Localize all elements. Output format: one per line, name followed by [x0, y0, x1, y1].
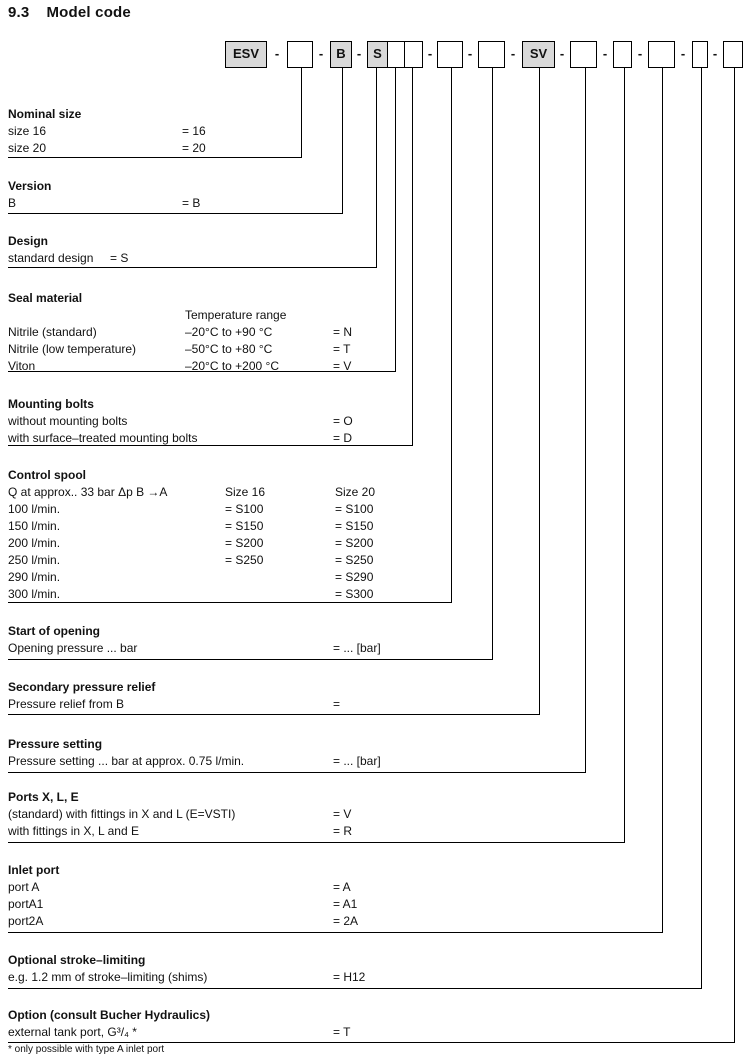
- section-ports-xle: [8, 789, 740, 840]
- section-nominal-size: [8, 106, 740, 157]
- option-row: [8, 552, 740, 569]
- option-row: [8, 913, 740, 930]
- row-code: = A: [333, 880, 351, 894]
- row-label: 150 l/min.: [8, 519, 61, 533]
- row-label: (standard) with fittings in X and L (E=VSTI): [8, 807, 236, 821]
- code-box-ports-xle: [613, 41, 632, 68]
- row-code-size20: = S150: [335, 519, 374, 533]
- column-header-size16: Size 16: [225, 485, 266, 499]
- section-mounting-bolts: [8, 396, 740, 447]
- row-code: = B: [182, 196, 201, 210]
- row-code-size16: = S250: [225, 553, 264, 567]
- row-label: without mounting bolts: [8, 414, 128, 428]
- row-code: = ... [bar]: [333, 754, 381, 768]
- dash-separator: -: [602, 46, 608, 61]
- row-code: =: [333, 697, 341, 711]
- row-label: Pressure relief from B: [8, 697, 125, 711]
- footnote: * only possible with type A inlet port: [8, 1044, 165, 1055]
- option-row: [8, 413, 740, 430]
- row-code: = ... [bar]: [333, 641, 381, 655]
- option-row: [8, 896, 740, 913]
- section-title: Inlet port: [8, 863, 60, 877]
- option-row: [8, 535, 740, 552]
- section-title: Ports X, L, E: [8, 790, 79, 804]
- row-label: Opening pressure ... bar: [8, 641, 138, 655]
- option-row: [8, 823, 740, 840]
- row-code: = 20: [182, 141, 206, 155]
- code-box-prefix-esv: ESV: [225, 41, 267, 68]
- row-code: = T: [333, 342, 351, 356]
- section-title: Optional stroke–limiting: [8, 953, 146, 967]
- row-label: 200 l/min.: [8, 536, 61, 550]
- option-row: [8, 806, 740, 823]
- page-title: [8, 4, 131, 21]
- row-label: 290 l/min.: [8, 570, 61, 584]
- code-box-mounting-bolts: [404, 41, 423, 68]
- dash-separator: -: [427, 46, 433, 61]
- row-code-size16: = S200: [225, 536, 264, 550]
- section-seal-material: [8, 290, 740, 375]
- section-title: Nominal size: [8, 107, 82, 121]
- row-label: portA1: [8, 897, 44, 911]
- row-code: = A1: [333, 897, 358, 911]
- code-box-option: [723, 41, 743, 68]
- dash-separator: -: [356, 46, 362, 61]
- section-design: [8, 233, 740, 267]
- option-row: [8, 324, 740, 341]
- dash-separator: -: [559, 46, 565, 61]
- column-header-row: [8, 307, 740, 324]
- option-row: [8, 430, 740, 447]
- option-row: [8, 879, 740, 896]
- section-start-of-opening: [8, 623, 740, 657]
- section-title: Design: [8, 234, 49, 248]
- option-row: [8, 969, 740, 986]
- section-secondary-pressure-relief: [8, 679, 740, 713]
- row-code-size16: = S100: [225, 502, 264, 516]
- section-stroke-limiting: [8, 952, 740, 986]
- section-option: [8, 1007, 740, 1041]
- row-code: = V: [333, 807, 352, 821]
- code-box-design: S: [367, 41, 388, 68]
- dash-separator: -: [712, 46, 718, 61]
- code-box-pressure-setting: [570, 41, 597, 68]
- row-code: = D: [333, 431, 353, 445]
- row-code: = R: [333, 824, 353, 838]
- row-code: = T: [333, 1025, 351, 1039]
- option-row: [8, 1024, 740, 1041]
- row-code-size20: = S250: [335, 553, 374, 567]
- section-control-spool: [8, 467, 740, 603]
- code-box-version: B: [330, 41, 352, 68]
- option-row: [8, 696, 740, 713]
- row-label: with fittings in X, L and E: [8, 824, 139, 838]
- option-row: [8, 753, 740, 770]
- row-label: 100 l/min.: [8, 502, 61, 516]
- column-header-size20: Size 20: [335, 485, 376, 499]
- row-code: = 16: [182, 124, 206, 138]
- row-label: 250 l/min.: [8, 553, 61, 567]
- column-header-row: [8, 484, 740, 501]
- section-pressure-setting: [8, 736, 740, 770]
- option-row: [8, 586, 740, 603]
- option-row: [8, 501, 740, 518]
- row-label: e.g. 1.2 mm of stroke–limiting (shims): [8, 970, 208, 984]
- option-row: [8, 341, 740, 358]
- page-title-text: Model code: [46, 4, 131, 21]
- row-temperature-range: –50°C to +80 °C: [185, 342, 273, 356]
- row-label: Nitrile (standard): [8, 325, 97, 339]
- row-label: port A: [8, 880, 40, 894]
- row-code: = H12: [333, 970, 366, 984]
- row-code-size16: = S150: [225, 519, 264, 533]
- dash-separator: -: [637, 46, 643, 61]
- section-version: [8, 178, 740, 212]
- option-row: [8, 358, 740, 375]
- option-row: [8, 518, 740, 535]
- section-title: Pressure setting: [8, 737, 103, 751]
- section-title: Option (consult Bucher Hydraulics): [8, 1008, 211, 1022]
- section-inlet-port: [8, 862, 740, 930]
- code-box-nominal-size: [287, 41, 313, 68]
- row-label: port2A: [8, 914, 44, 928]
- row-label: 300 l/min.: [8, 587, 61, 601]
- section-title: Start of opening: [8, 624, 100, 638]
- option-row: [8, 140, 740, 157]
- row-label: standard design: [8, 251, 94, 265]
- row-label: B: [8, 196, 17, 210]
- code-box-control-spool: [437, 41, 463, 68]
- row-label: Nitrile (low temperature): [8, 342, 137, 356]
- column-header: Temperature range: [185, 308, 287, 322]
- section-title: Mounting bolts: [8, 397, 94, 411]
- option-row: [8, 195, 740, 212]
- code-box-inlet-port: [648, 41, 675, 68]
- code-box-start-of-opening: [478, 41, 505, 68]
- code-box-stroke-limiting: [692, 41, 708, 68]
- option-row: [8, 640, 740, 657]
- row-label: Viton: [8, 359, 36, 373]
- row-code: = S: [110, 251, 129, 265]
- option-row: [8, 250, 740, 267]
- section-title: Seal material: [8, 291, 83, 305]
- row-label: with surface–treated mounting bolts: [8, 431, 198, 445]
- row-label: size 20: [8, 141, 47, 155]
- row-code: = 2A: [333, 914, 359, 928]
- column-header-flow: Q at approx.. 33 bar Δp B →A: [8, 485, 168, 499]
- row-label: Pressure setting ... bar at approx. 0.75 l/min.: [8, 754, 245, 768]
- dash-separator: -: [467, 46, 473, 61]
- dash-separator: -: [510, 46, 516, 61]
- section-title: Control spool: [8, 468, 86, 482]
- row-code: = N: [333, 325, 353, 339]
- row-code-size20: = S200: [335, 536, 374, 550]
- section-title: Secondary pressure relief: [8, 680, 156, 694]
- code-box-seal-material: [387, 41, 406, 68]
- row-code: = V: [333, 359, 352, 373]
- dash-separator: -: [318, 46, 324, 61]
- option-row: [8, 569, 740, 586]
- row-code: = O: [333, 414, 353, 428]
- dash-separator: -: [680, 46, 686, 61]
- option-row: [8, 123, 740, 140]
- row-code-size20: = S290: [335, 570, 374, 584]
- row-temperature-range: –20°C to +90 °C: [185, 325, 273, 339]
- row-code-size20: = S300: [335, 587, 374, 601]
- dash-separator: -: [274, 46, 280, 61]
- row-code-size20: = S100: [335, 502, 374, 516]
- section-number: 9.3: [8, 4, 30, 21]
- row-label: external tank port, G³/₄ *: [8, 1025, 137, 1039]
- code-box-secondary-relief-sv: SV: [522, 41, 555, 68]
- row-temperature-range: –20°C to +200 °C: [185, 359, 279, 373]
- section-title: Version: [8, 179, 52, 193]
- row-label: size 16: [8, 124, 47, 138]
